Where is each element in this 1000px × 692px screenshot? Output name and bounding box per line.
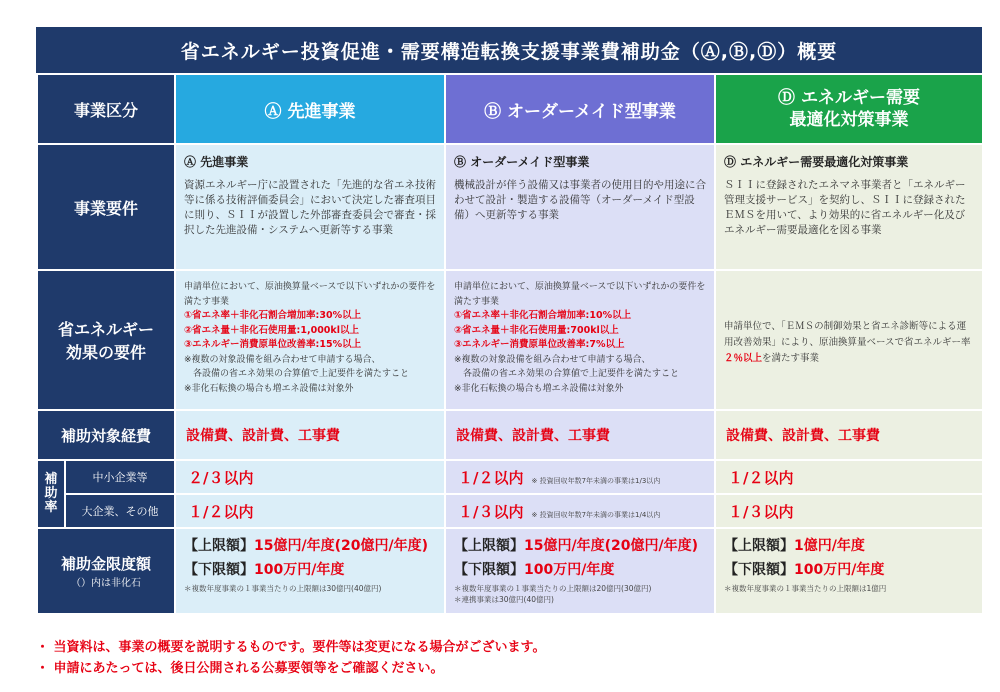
rate-large-b: １/３以内 [458,502,524,521]
effect-item-b-1: ①省エネ率＋非化石割合増加率:10%以上 [454,310,632,321]
expenses-a: 設備費、設計費、工事費 [175,410,445,460]
effect-label [37,270,175,410]
limit-lower-b: 100万円/年度 [524,562,615,578]
rate-row-large [37,494,983,528]
limit-cell-b [445,528,715,614]
limit-upper-paren-b: (20億円/年度) [604,538,699,554]
rate-label: 補助率 [37,460,65,528]
requirements-body-a: 資源エネルギー庁に設置された「先進的な省エネ技術等に係る技術評価委員会」において決定した審査項目に則り、ＳＩＩが設置した外部審査委員会で審査・採択した先進設備・システムへ更新等する事業 [184,179,437,236]
rate-large-a: １/２以内 [175,494,445,528]
limit-cell-a [175,528,445,614]
limit-label-main: 補助金限度額 [61,555,152,573]
rate-large-b-cell [445,494,715,528]
effect-label-line1: 省エネルギー [58,320,155,339]
effect-cell-b [445,270,715,410]
effect-note-a-3: ※非化石転換の場合も増エネ設備は対象外 [184,383,354,394]
requirements-title-b: Ⓑ オーダーメイド型事業 [454,155,590,169]
column-header-d-line1: Ⓓ エネルギー需要 [778,88,920,108]
effect-cell-d [715,270,983,410]
page-title: 省エネルギー投資促進・需要構造転換支援事業費補助金（Ⓐ,Ⓑ,Ⓓ）概要 [36,27,982,73]
rate-sme-b-cell [445,460,715,494]
expenses-b: 設備費、設計費、工事費 [445,410,715,460]
column-header-a: Ⓐ 先進事業 [175,74,445,144]
rate-row-sme [37,460,983,494]
limit-upper-d: 1億円/年度 [794,538,865,554]
limit-lower-label-b: 【下限額】 [454,562,525,578]
limit-note-a-1: ＊複数年度事業の１事業当たりの上限額は30億円(40億円) [184,584,382,593]
effect-suffix-d: を満たす事業 [762,353,820,364]
requirements-body-b: 機械設計が伴う設備又は事業者の使用目的や用途に合わせて設計・製造する設備等（オーダーメイド型設備）へ更新等する事業 [454,179,707,221]
rate-sme-label: 中小企業等 [65,460,175,494]
requirements-title-a: Ⓐ 先進事業 [184,155,249,169]
effect-text-d: 申請単位で、「ＥＭＳの制御効果と省エネ診断等による運用改善効果」により、原油換算量ベースで省エネルギー率 [724,321,971,348]
expenses-label: 補助対象経費 [37,410,175,460]
expenses-row [37,410,983,460]
column-header-d-line2: 最適化対策事業 [789,110,909,130]
limit-upper-paren-a: (20億円/年度) [334,538,429,554]
requirements-label: 事業要件 [37,144,175,270]
footer-note-1: ・ 当資料は、事業の概要を説明するものです。要件等は変更になる場合がございます。 [36,640,546,655]
requirements-row [37,144,983,270]
effect-intro-b: 申請単位において、原油換算量ベースで以下いずれかの要件を満たす事業 [454,282,706,307]
effect-item-a-2: ②省エネ量＋非化石使用量:1,000kl以上 [184,324,359,336]
rate-large-b-note: ※ 投資回収年数7年未満の事業は1/4以内 [531,510,661,519]
limit-upper-b: 15億円/年度 [524,538,605,554]
limit-note-d-1: ＊複数年度事業の１事業当たりの上限額は1億円 [724,584,887,593]
effect-item-b-3: ③エネルギー消費原単位改善率:7%以上 [454,339,625,350]
requirements-cell-a [175,144,445,270]
effect-note-b-3: ※非化石転換の場合も増エネ設備は対象外 [454,383,624,394]
rate-sme-a: ２/３以内 [175,460,445,494]
limit-note-b-2: ＊連携事業は30億円(40億円) [454,595,554,604]
effect-item-b-2: ②省エネ量＋非化石使用量:700kl以上 [454,324,619,336]
limit-lower-d: 100万円/年度 [794,562,885,578]
effect-highlight-d: ２％以上 [724,353,763,364]
effect-note-a-2: 各設備の省エネ効果の合算値で上記要件を満たすこと [184,369,410,379]
limit-lower-label-a: 【下限額】 [184,562,255,578]
category-label: 事業区分 [37,74,175,144]
effect-item-a-1: ①省エネ率＋非化石割合増加率:30%以上 [184,310,362,321]
limit-upper-label-a: 【上限額】 [184,538,255,554]
effect-cell-a [175,270,445,410]
column-header-d [715,74,983,144]
rate-sme-d: １/２以内 [715,460,983,494]
effect-intro-a: 申請単位において、原油換算量ベースで以下いずれかの要件を満たす事業 [184,282,436,307]
header-row [37,74,983,144]
overview-table [36,73,984,615]
effect-note-b-1: ※複数の対象設備を組み合わせて申請する場合、 [454,354,651,365]
limit-upper-label-b: 【上限額】 [454,538,525,554]
requirements-cell-d [715,144,983,270]
requirements-cell-b [445,144,715,270]
limit-lower-label-d: 【下限額】 [724,562,795,578]
limit-note-b-1: ＊複数年度事業の１事業当たりの上限額は20億円(30億円) [454,584,652,593]
limit-row [37,528,983,614]
effect-note-b-2: 各設備の省エネ効果の合算値で上記要件を満たすこと [454,369,680,379]
effect-row [37,270,983,410]
limit-label [37,528,175,614]
limit-upper-a: 15億円/年度 [254,538,335,554]
effect-label-line2: 効果の要件 [66,343,147,362]
rate-large-d: １/３以内 [715,494,983,528]
overview-sheet [36,27,982,615]
limit-upper-label-d: 【上限額】 [724,538,795,554]
column-header-b: Ⓑ オーダーメイド型事業 [445,74,715,144]
rate-large-label: 大企業、その他 [65,494,175,528]
requirements-title-d: Ⓓ エネルギー需要最適化対策事業 [724,155,909,169]
rate-sme-b: １/２以内 [458,468,524,487]
expenses-d: 設備費、設計費、工事費 [715,410,983,460]
footer-notes [36,637,545,679]
limit-label-sub: （）内は非化石 [71,578,141,589]
rate-sme-b-note: ※ 投資回収年数7年未満の事業は1/3以内 [531,476,661,485]
limit-cell-d [715,528,983,614]
footer-note-2: ・ 申請にあたっては、後日公開される公募要領等をご確認ください。 [36,661,444,676]
limit-lower-a: 100万円/年度 [254,562,345,578]
requirements-body-d: ＳＩＩに登録されたエネマネ事業者と「エネルギー管理支援サービス」を契約し、ＳＩＩに登録されたＥＭＳを用いて、より効果的に省エネルギー化及びエネルギー需要最適化を図る事業 [724,179,966,236]
effect-item-a-3: ③エネルギー消費原単位改善率:15%以上 [184,339,362,350]
effect-note-a-1: ※複数の対象設備を組み合わせて申請する場合、 [184,354,381,365]
